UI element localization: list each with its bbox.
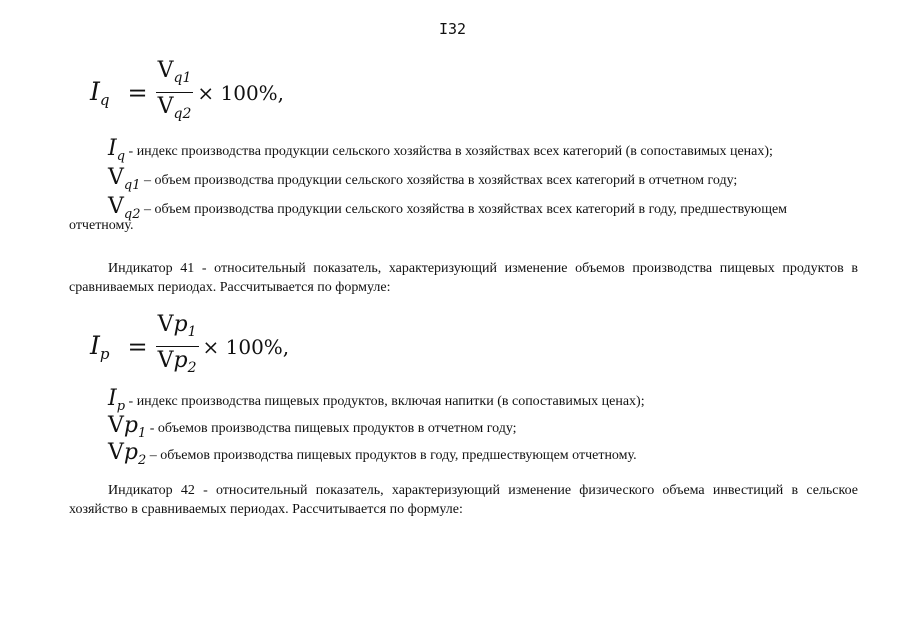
fraction-numerator: $Vp_1$ <box>157 312 197 340</box>
formula-fraction <box>156 58 194 127</box>
fraction-denominator: $V_{q2}$ <box>157 94 192 122</box>
paragraph-indicator-42: Индикатор 42 - относительный показатель, характеризующий изменение физического объема инвестиций в сельское хозяйство в сравниваемых периодах. Рассчитывается по формуле: <box>69 483 858 517</box>
formula-multiplier: × 100%, <box>197 80 285 105</box>
equals-sign: = <box>127 332 148 361</box>
definition-vq2: $V_{q2}$ – объем производства продукции сельского хозяйства в хозяйствах всех категорий в году, предшествующем <box>108 194 788 222</box>
definition-symbol: $Vp_2$ <box>108 440 147 468</box>
definition-symbol: $V_{q1}$ <box>108 165 141 193</box>
formula-production-index <box>90 58 284 127</box>
fraction-bar <box>156 346 199 347</box>
fraction-numerator: $V_{q1}$ <box>157 58 192 86</box>
definition-symbol: $I_p$ <box>108 386 126 414</box>
definition-symbol: $V_{q2}$ <box>108 194 141 222</box>
definition-vp1: $Vp_1$ - объемов производства пищевых продуктов в отчетном году; <box>108 413 517 441</box>
formula-lhs: $I_q$ <box>90 76 110 109</box>
formula-fraction <box>156 312 199 381</box>
definition-symbol: $Vp_1$ <box>108 413 147 441</box>
formula-food-index <box>90 312 289 381</box>
definition-vq2-continuation: отчетному. <box>69 218 134 233</box>
fraction-denominator: $Vp_2$ <box>157 348 197 376</box>
definition-vp2: $Vp_2$ – объемов производства пищевых продуктов в году, предшествующем отчетному. <box>108 440 637 468</box>
definition-ip: $I_p$ - индекс производства пищевых продуктов, включая напитки (в сопоставимых ценах); <box>108 386 645 414</box>
formula-multiplier: × 100%, <box>202 334 290 359</box>
paragraph-indicator-41: Индикатор 41 - относительный показатель, характеризующий изменение объемов производства пищевых продуктов в сравниваемых периодах. Рассчитывается по формуле: <box>69 261 858 295</box>
formula-lhs: $I_p$ <box>90 330 110 363</box>
definition-symbol: $I_q$ <box>108 136 126 164</box>
definition-vq1: $V_{q1}$ – объем производства продукции сельского хозяйства в хозяйствах всех категорий в отчетном году; <box>108 165 738 193</box>
definition-iq: $I_q$ - индекс производства продукции сельского хозяйства в хозяйствах всех категорий (в сопоставимых ценах); <box>108 136 773 164</box>
fraction-bar <box>156 92 194 93</box>
page-number: I32 <box>438 20 467 38</box>
equals-sign: = <box>127 78 148 107</box>
